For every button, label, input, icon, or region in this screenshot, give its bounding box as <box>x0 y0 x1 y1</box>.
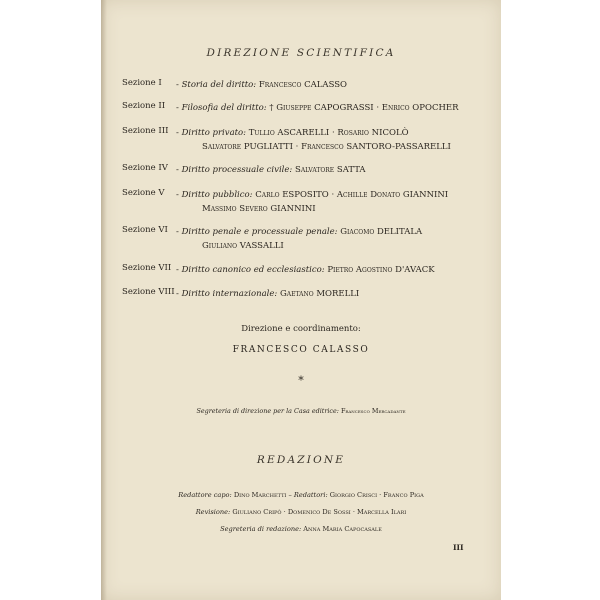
section-text-run: - <box>176 165 182 175</box>
section-line <box>176 140 476 154</box>
section-text-run: Salvatore <box>295 165 335 175</box>
section-text-run: VASSALLI <box>237 241 284 251</box>
section-text <box>176 287 476 301</box>
section-text-run: Salvatore <box>202 142 242 152</box>
redazione-line-0 <box>101 491 501 499</box>
redazione-run: Segreteria di redazione: <box>220 525 304 533</box>
section-label: Sezione VI <box>122 225 168 235</box>
section-text-run: CAPOGRASSI · <box>311 103 382 113</box>
section-text <box>176 163 476 177</box>
section-label: Sezione II <box>122 101 166 111</box>
section-text-run: SANTORO-PASSARELLI <box>343 142 451 152</box>
section-text <box>176 263 476 277</box>
redazione-run: · <box>350 508 358 516</box>
section-text-run: - <box>176 289 182 299</box>
segreteria-run: Francesco Mercadante <box>340 407 406 415</box>
redazione-run: – <box>286 491 294 499</box>
section-text-run: Diritto penale e processuale penale: <box>181 227 341 237</box>
section-text-run: ASCARELLI · <box>274 128 338 138</box>
section-text-run: Rosario <box>337 128 369 138</box>
section-line <box>176 188 476 202</box>
section-text-run: Diritto processuale civile: <box>181 165 295 175</box>
section-text-run: - <box>176 103 182 113</box>
section-text-run: SATTA <box>334 165 366 175</box>
section-text-run: Enrico <box>381 103 410 113</box>
section-text-run: Diritto internazionale: <box>181 289 280 299</box>
redazione-line-1 <box>101 508 501 516</box>
section-line <box>176 239 476 253</box>
section-label: Sezione III <box>122 126 169 136</box>
section-text-run: Storia del diritto: <box>181 80 259 90</box>
section-text <box>176 126 476 154</box>
section-text-run: ESPOSITO · <box>279 190 337 200</box>
section-label: Sezione I <box>122 78 162 88</box>
section-line <box>176 263 476 277</box>
section-text-run: MORELLI <box>313 289 360 299</box>
section-line <box>176 287 476 301</box>
section-label: Sezione IV <box>122 163 168 173</box>
redazione-run: Redattore capo: <box>178 491 234 499</box>
section-text-run: Diritto privato: <box>181 128 249 138</box>
redazione-run: Giorgio Crisci <box>329 491 378 499</box>
section-text-run: CALASSO <box>301 80 348 90</box>
redazione-run: · <box>281 508 288 516</box>
section-text-run: † <box>269 103 277 113</box>
section-text-run: Francesco <box>301 142 344 152</box>
section-text-run: Gaetano <box>279 289 314 299</box>
section-label: Sezione VIII <box>122 287 175 297</box>
section-label: Sezione VII <box>122 263 172 273</box>
section-text <box>176 188 476 216</box>
redazione-run: Giuliano Cripò <box>232 508 282 516</box>
section-text <box>176 225 476 253</box>
section-text-run: NICOLÒ <box>368 128 409 138</box>
section-text <box>176 78 476 92</box>
section-text-run: Giacomo <box>340 227 375 237</box>
segreteria-direzione <box>101 407 501 415</box>
coordination-name: FRANCESCO CALASSO <box>232 345 370 355</box>
section-text-run: Achille Donato <box>336 190 401 200</box>
direzione-scientifica-heading: DIREZIONE SCIENTIFICA <box>206 47 396 59</box>
section-text-run: - <box>176 190 182 200</box>
section-text-run: OPOCHER <box>409 103 459 113</box>
redazione-run: Marcella Ilari <box>357 508 407 516</box>
section-text-run: Diritto canonico ed ecclesiastico: <box>181 265 328 275</box>
section-text-run: Diritto pubblico: <box>181 190 256 200</box>
redazione-run: Domenico De Sossi <box>287 508 351 516</box>
separator-asterisk: * <box>298 374 304 387</box>
redazione-heading: REDAZIONE <box>256 454 346 466</box>
section-text-run: Massimo Severo <box>202 204 268 214</box>
section-text-run: Filosofia del diritto: <box>181 103 270 113</box>
section-text-run: Carlo <box>255 190 280 200</box>
section-text-run: DELITALA <box>374 227 423 237</box>
redazione-run: Dino Marchetti <box>233 491 287 499</box>
section-text-run: Tullio <box>248 128 275 138</box>
section-text-run: GIANNINI <box>267 204 316 214</box>
section-text-run: - <box>176 128 182 138</box>
section-text-run: Francesco <box>258 80 302 90</box>
page-number: III <box>453 543 464 552</box>
segreteria-run: Segreteria di direzione per la Casa editrice: <box>196 407 341 415</box>
redazione-run: Anna Maria Capocasale <box>303 525 382 533</box>
section-text-run: Pietro Agostino <box>327 265 393 275</box>
section-label: Sezione V <box>122 188 165 198</box>
section-text-run: GIANNINI <box>400 190 449 200</box>
section-line <box>176 202 476 216</box>
section-line <box>176 101 476 115</box>
section-line <box>176 126 476 140</box>
redazione-run: · <box>377 491 384 499</box>
redazione-line-2 <box>101 525 501 533</box>
section-text-run: PUGLIATTI · <box>241 142 302 152</box>
redazione-run: Redattori: <box>293 491 330 499</box>
section-text-run: - <box>176 227 182 237</box>
coordination-label: Direzione e coordinamento: <box>241 324 361 334</box>
redazione-run: Revisione: <box>195 508 233 516</box>
section-line <box>176 78 476 92</box>
section-line <box>176 163 476 177</box>
section-text-run: D'AVACK <box>392 265 435 275</box>
redazione-run: Franco Piga <box>383 491 424 499</box>
section-text-run: Giuliano <box>202 241 238 251</box>
section-text <box>176 101 476 115</box>
section-text-run: - <box>176 265 182 275</box>
section-text-run: Giuseppe <box>276 103 312 113</box>
section-line <box>176 225 476 239</box>
section-text-run: - <box>176 80 182 90</box>
